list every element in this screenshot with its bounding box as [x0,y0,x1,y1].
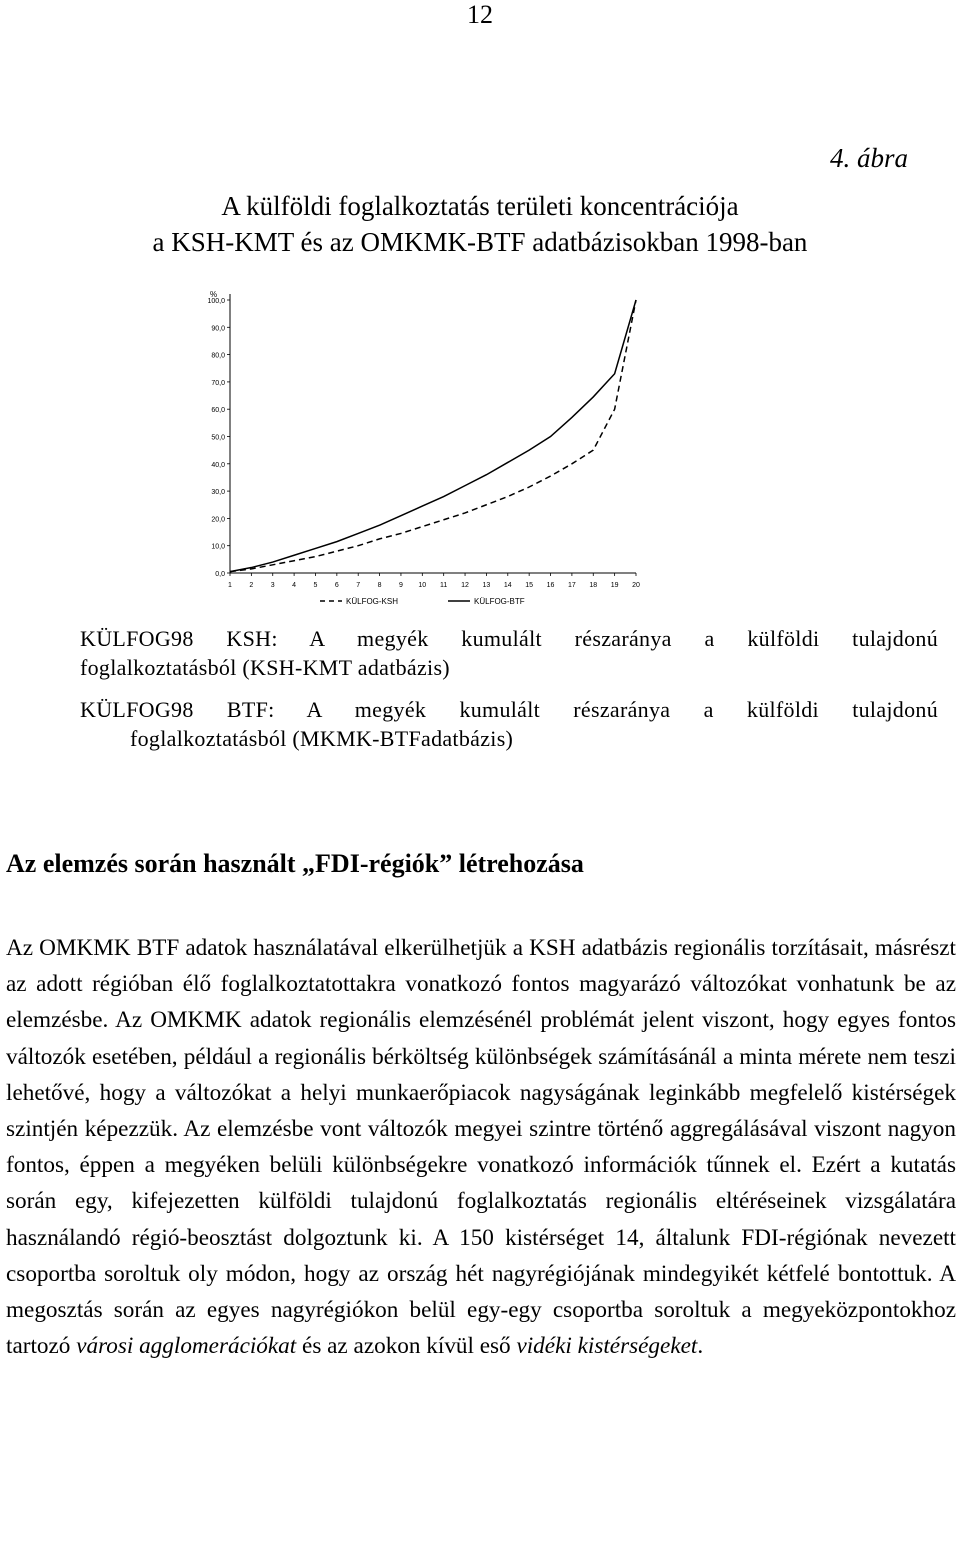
chart-legend [320,597,525,606]
x-tick-label: 4 [292,582,297,589]
x-tick-label: 8 [377,582,382,589]
body-paragraph [6,930,956,1364]
x-tick-label: 12 [461,582,469,589]
definition-btf [80,695,938,753]
legend-label: KÜLFOG-BTF [474,597,525,606]
y-tick-label: 30,0 [211,489,225,497]
y-axis-ticks [207,298,230,578]
y-tick-label: 90,0 [211,325,225,333]
y-tick-label: 50,0 [211,434,225,442]
x-tick-label: 2 [249,582,254,589]
x-tick-label: 10 [418,582,427,589]
body-italic-2: vidéki kistérségeket [516,1333,698,1360]
definition-btf-line-2: foglalkoztatásból (MKMK-BTFadatbázis) [130,726,514,751]
x-tick-label: 15 [525,582,534,589]
x-tick-label: 18 [589,582,598,589]
body-text-2: és az azokon kívül eső [296,1333,517,1360]
figure-title-line-1: A külföldi foglalkoztatás területi koncentrációja [221,191,739,221]
y-tick-label: 80,0 [211,352,225,360]
x-tick-label: 13 [482,582,491,589]
body-text-1: Az OMKMK BTF adatok használatával elkerülhetjük a KSH adatbázis regionális torzításait, másrészt az adott régióban élő foglalkoztatottakra vonatkozó fontos magyarázó változókat vonhatunk be az elemzésbe. Az OMKMK adatok regionális elemzésénél problémát jelent viszont, hogy egyes fontos változók esetében, például a regionális bérköltség különbségek számításánál a minta mérete nem teszi lehetővé, hogy a változókat a helyi munkaerőpiacok nagyságának leginkább megfelelő kistérségek szintjén képezzük. Az elemzésbe vont változók megyei szintre történő aggregálásával viszont nagyon fontos, éppen a megyéken belüli különbségekre vonatkozó információk tűnnek el. Ezért a kutatás során egy, kifejezetten külföldi tulajdonú foglalkoztatás regionális eltéréseinek vizsgálatára használandó régió-beosztást dolgoztunk ki. A 150 kistérséget 14, általunk FDI-régiónak nevezett csoportba soroltuk oly módon, hogy az ország hét nagyrégiójának mindegyikét kétfelé bontottuk. A megosztás során az egyes nagyrégiókon belül egy-egy csoportba soroltuk a megyeközpontokhoz tartozó [6,935,956,1360]
body-italic-1: városi agglomerációkat [76,1333,297,1360]
x-tick-label: 19 [610,582,619,589]
definition-btf-line-1: KÜLFOG98 BTF: A megyék kumulált részaránya a külföldi tulajdonú [80,697,938,722]
x-tick-label: 3 [270,582,275,589]
series-line-külfog-ksh [230,300,636,572]
x-tick-label: 7 [356,582,361,589]
figure-title-line-2: a KSH-KMT és az OMKMK-BTF adatbázisokban 1998-ban [152,227,808,257]
y-tick-label: 10,0 [211,543,225,551]
x-tick-label: 9 [398,582,403,589]
x-tick-label: 16 [546,582,555,589]
cumulative-share-chart [200,288,650,618]
x-tick-label: 17 [567,582,576,589]
x-axis-ticks [228,573,640,589]
x-tick-label: 6 [334,582,339,589]
y-tick-label: 60,0 [211,407,225,415]
y-tick-label: 20,0 [211,516,225,524]
x-tick-label: 11 [440,582,448,589]
body-text-3: . [697,1333,704,1360]
x-tick-label: 14 [503,582,512,589]
x-tick-label: 1 [228,582,232,589]
y-tick-label: 100,0 [207,298,225,305]
figure-title [0,188,960,260]
series-line-külfog-btf [230,300,636,572]
y-axis-unit: % [210,290,218,299]
x-tick-label: 5 [313,582,318,589]
figure-number: 4. ábra [829,143,908,173]
definition-ksh [80,624,938,682]
y-tick-label: 70,0 [211,379,225,387]
chart-axes [210,290,636,573]
x-tick-label: 20 [632,582,640,589]
chart-series [230,300,636,572]
definition-ksh-line-2: foglalkoztatásból (KSH-KMT adatbázis) [80,655,450,680]
definition-ksh-line-1: KÜLFOG98 KSH: A megyék kumulált részaránya a külföldi tulajdonú [80,626,938,651]
section-heading: Az elemzés során használt „FDI-régiók” létrehozása [6,849,584,878]
page-number: 12 [467,0,493,29]
y-tick-label: 0,0 [215,571,225,578]
legend-label: KÜLFOG-KSH [346,597,399,606]
y-tick-label: 40,0 [211,461,225,469]
